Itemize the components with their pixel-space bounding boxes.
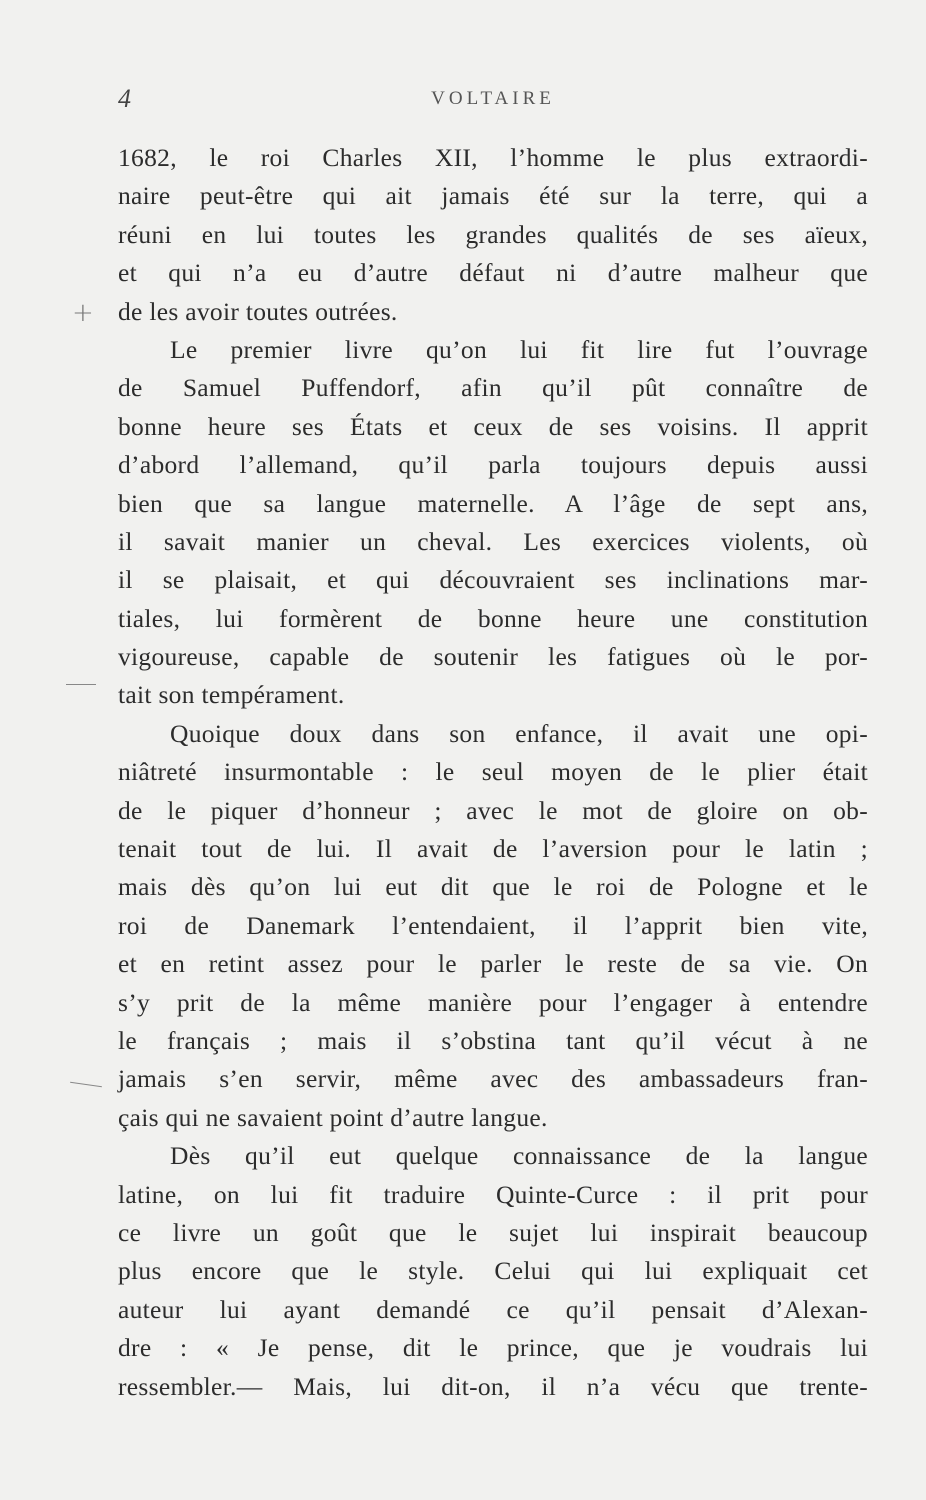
paragraph-end-line: de les avoir toutes outrées. [118,296,398,326]
text-line: il se plaisait, et qui découvraient ses inclinations mar- [118,565,868,595]
body-text [118,139,868,1406]
text-line: s’y prit de la même manière pour l’engager à entendre [118,987,868,1017]
paragraph-start-line: Le premier livre qu’on lui fit lire fut l’ouvrage [170,334,868,364]
text-line: plus encore que le style. Celui qui lui expliquait cet [118,1256,868,1286]
paragraph-start-line: Dès qu’il eut quelque connaissance de la langue [170,1141,868,1171]
text-line: latine, on lui fit traduire Quinte-Curce : il prit pour [118,1179,868,1209]
paragraph-end-line: çais qui ne savaient point d’autre langue. [118,1102,548,1132]
text-line: mais dès qu’on lui eut dit que le roi de Pologne et le [118,872,868,902]
text-line: tenait tout de lui. Il avait de l’aversion pour le latin ; [118,834,868,864]
running-title: VOLTAIRE [431,88,555,109]
text-line: ressembler.— Mais, lui dit-on, il n’a vécu que trente- [118,1371,868,1401]
margin-dash-mark [70,1082,102,1087]
margin-plus-mark: + [72,298,94,328]
text-line: bien que sa langue maternelle. A l’âge de sept ans, [118,488,868,518]
text-line: auteur lui ayant demandé ce qu’il pensait d’Alexan- [118,1294,868,1324]
text-line: de le piquer d’honneur ; avec le mot de gloire on ob- [118,795,868,825]
text-line: réuni en lui toutes les grandes qualités de ses aïeux, [118,219,868,249]
text-line: d’abord l’allemand, qu’il parla toujours depuis aussi [118,450,868,480]
paragraph-end-line: tait son tempérament. [118,680,345,710]
text-line: tiales, lui formèrent de bonne heure une constitution [118,603,868,633]
text-line: dre : « Je pense, dit le prince, que je voudrais lui [118,1333,868,1363]
text-line: et qui n’a eu d’autre défaut ni d’autre malheur que [118,258,868,288]
text-line: naire peut-être qui ait jamais été sur la terre, qui a [118,181,868,211]
text-line: de Samuel Puffendorf, afin qu’il pût connaître de [118,373,868,403]
text-line: et en retint assez pour le parler le reste de sa vie. On [118,949,868,979]
paragraph-start-line: Quoique doux dans son enfance, il avait une opi- [170,718,868,748]
text-line: roi de Danemark l’entendaient, il l’apprit bien vite, [118,910,868,940]
text-line: il savait manier un cheval. Les exercices violents, où [118,526,868,556]
text-line: jamais s’en servir, même avec des ambassadeurs fran- [118,1064,868,1094]
text-line: le français ; mais il s’obstina tant qu’il vécut à ne [118,1025,868,1055]
text-line: vigoureuse, capable de soutenir les fatigues où le por- [118,642,868,672]
page-number: 4 [118,84,131,113]
text-line: bonne heure ses États et ceux de ses voisins. Il apprit [118,411,868,441]
text-line: 1682, le roi Charles XII, l’homme le plus extraordi- [118,143,868,172]
margin-dash-mark [66,684,96,685]
text-line: ce livre un goût que le sujet lui inspirait beaucoup [118,1217,868,1247]
text-line: niâtreté insurmontable : le seul moyen de le plier était [118,757,868,787]
page-header [118,84,868,118]
